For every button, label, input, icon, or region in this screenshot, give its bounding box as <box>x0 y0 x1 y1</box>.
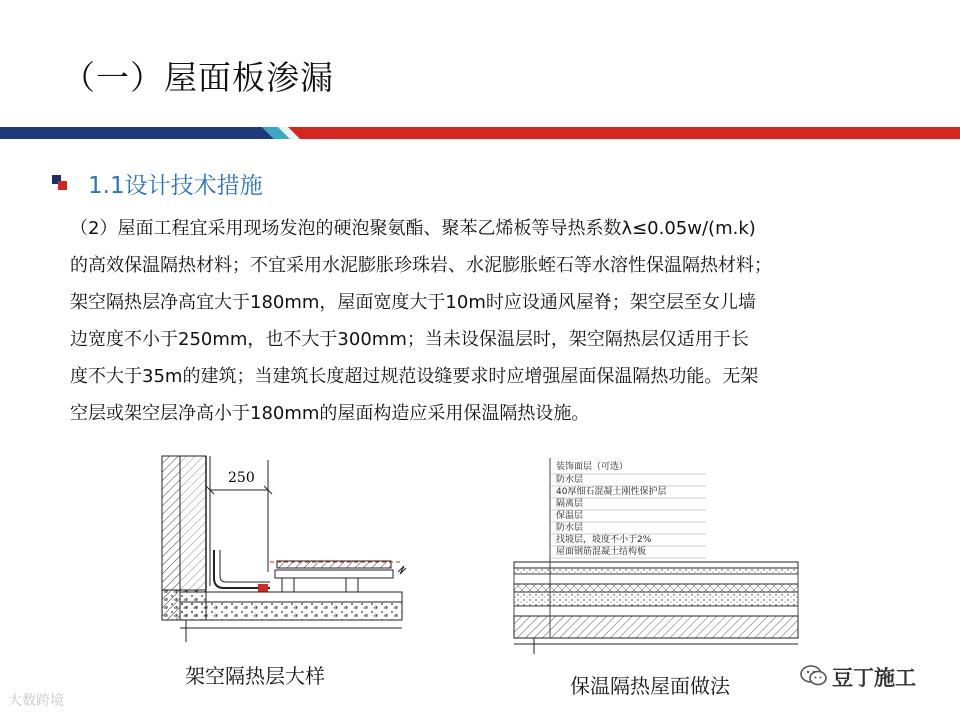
body-paragraph <box>70 216 950 438</box>
overhead-insulation-detail-figure <box>150 450 450 650</box>
paragraph-line: 的高效保温隔热材料；不宜采用水泥膨胀珍珠岩、水泥膨胀蛭石等水溶性保温隔热材料； <box>70 255 772 276</box>
section-title: 1.1设计技术措施 <box>88 173 263 199</box>
layer-label: 屋面钢筋混凝土结构板 <box>556 547 647 557</box>
watermark-left: 大数跨境 <box>8 693 64 709</box>
layer-label: 隔离层 <box>556 499 584 509</box>
layer-label: 防水层 <box>556 475 584 485</box>
layer-label: 装饰面层（可选） <box>556 462 629 472</box>
wechat-icon <box>800 664 828 688</box>
slide-title: （一）屋面板渗漏 <box>62 58 334 97</box>
paragraph-line: （2）屋面工程宜采用现场发泡的硬泡聚氨酯、聚苯乙烯板等导热系数λ≤0.05w/(m.k) <box>70 218 756 239</box>
layer-label: 保温层 <box>556 511 584 521</box>
insulated-roof-layers-figure <box>510 458 810 658</box>
paragraph-line: 空层或架空层净高小于180mm的屋面构造应采用保温隔热设施。 <box>70 403 590 424</box>
watermark-right-text: 豆丁施工 <box>832 666 916 690</box>
paragraph-line: 边宽度不小于250mm，也不大于300mm；当未设保温层时，架空隔热层仅适用于长 <box>70 329 749 350</box>
header-band <box>0 124 960 142</box>
layer-label: 找坡层，坡度不小于2% <box>556 535 652 545</box>
layer-label: 防水层 <box>556 523 584 533</box>
paragraph-line: 架空隔热层净高宜大于180mm，屋面宽度大于10m时应设通风屋脊；架空层至女儿墙 <box>70 292 756 313</box>
paragraph-line: 度不大于35m的建筑；当建筑长度超过规范设缝要求时应增强屋面保温隔热功能。无架 <box>70 366 759 387</box>
layer-label: 40厚细石混凝土刚性保护层 <box>556 487 667 497</box>
right-figure-caption: 保温隔热屋面做法 <box>570 674 730 698</box>
left-figure-caption: 架空隔热层大样 <box>185 664 325 688</box>
bullet-icon <box>52 175 68 191</box>
dimension-label: 250 <box>228 470 255 486</box>
